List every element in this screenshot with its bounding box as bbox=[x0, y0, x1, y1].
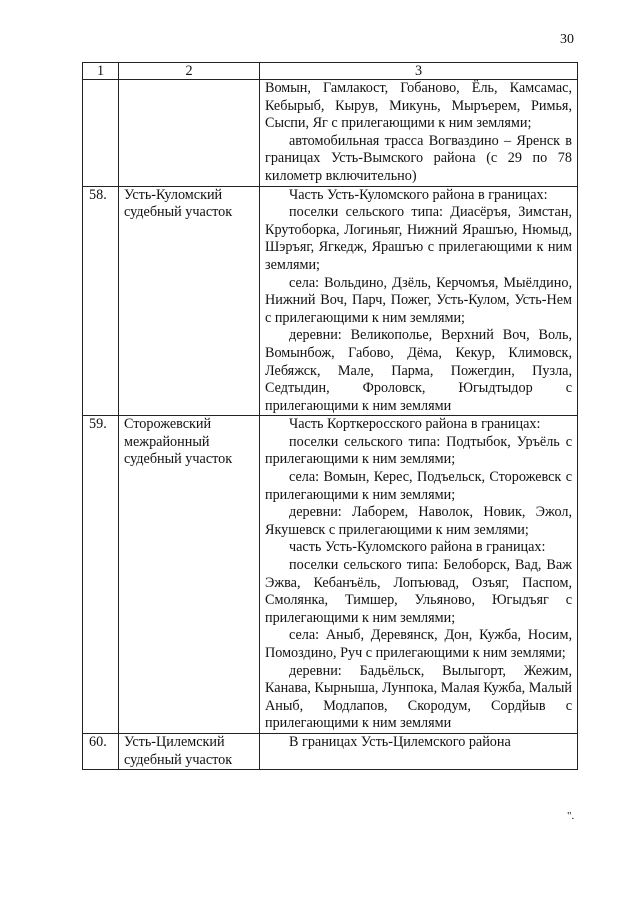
court-district-name: Усть-Цилемский судебный участок bbox=[119, 733, 260, 769]
territory-description bbox=[260, 186, 578, 416]
court-district-name: Усть-Куломский судебный участок bbox=[119, 186, 260, 416]
territory-paragraph: Вомын, Гамлакост, Гобаново, Ёль, Камсамас, Кебырыб, Кырув, Микунь, Мыръерем, Римья, Сыспи, Яг с прилегающими к ним землями; bbox=[265, 80, 572, 132]
column-header-3: 3 bbox=[260, 63, 578, 80]
territory-paragraph: деревни: Бадьёльск, Вылыгорт, Жежим, Канава, Кырныша, Лунпока, Малая Кужба, Малый Аныб, Модлапов, Скородум, Сордйыв с прилегающими к ним землями bbox=[265, 662, 572, 732]
column-header-2: 2 bbox=[119, 63, 260, 80]
territory-description bbox=[260, 416, 578, 734]
court-districts-table bbox=[82, 62, 578, 770]
territory-description bbox=[260, 733, 578, 769]
territory-paragraph: часть Усть-Куломского района в границах: bbox=[289, 539, 546, 556]
table-header-row bbox=[83, 63, 578, 80]
closing-quote-mark: ". bbox=[567, 810, 575, 822]
page-number: 30 bbox=[560, 32, 574, 47]
territory-description bbox=[260, 80, 578, 187]
territory-paragraph: автомобильная трасса Вогваздино – Яренск в границах Усть-Вымского района (с 29 по 78 километр включительно) bbox=[265, 132, 572, 184]
territory-paragraph: села: Аныб, Деревянск, Дон, Кужба, Носим, Помоздино, Руч с прилегающими к ним землями; bbox=[265, 627, 572, 661]
territory-paragraph: села: Вольдино, Дзёль, Керчомъя, Мыёлдино, Нижний Воч, Парч, Пожег, Усть-Кулом, Усть-Нем с прилегающими к ним землями; bbox=[265, 274, 572, 326]
table-row bbox=[83, 416, 578, 734]
territory-paragraph: села: Вомын, Керес, Подъельск, Сторожевск с прилегающими к ним землями; bbox=[265, 469, 572, 503]
table-row bbox=[83, 80, 578, 187]
row-number: 59. bbox=[83, 416, 119, 734]
territory-paragraph: Часть Усть-Куломского района в границах: bbox=[289, 186, 548, 203]
row-number: 58. bbox=[83, 186, 119, 416]
territory-paragraph: поселки сельского типа: Подтыбок, Уръёль с прилегающими к ним землями; bbox=[265, 433, 572, 468]
territory-paragraph: поселки сельского типа: Белоборск, Вад, Важ Эжва, Кебанъёль, Лопъювад, Озъяг, Паспом, Смолянка, Тимшер, Ульяново, Югыдъяг с прилегающими к ним землями; bbox=[265, 557, 572, 626]
territory-paragraph: Часть Корткеросского района в границах: bbox=[289, 416, 541, 433]
row-number bbox=[83, 80, 119, 187]
table-row bbox=[83, 733, 578, 769]
column-header-1: 1 bbox=[83, 63, 119, 80]
table-row bbox=[83, 186, 578, 416]
court-district-name bbox=[119, 80, 260, 187]
territory-paragraph: поселки сельского типа: Диасёръя, Зимстан, Крутоборка, Логиньяг, Нижний Ярашъю, Нюмыд, Шэръяг, Ягкедж, Ярашъю с прилегающими к ним землями; bbox=[265, 204, 572, 273]
row-number: 60. bbox=[83, 733, 119, 769]
territory-paragraph: деревни: Лаборем, Наволок, Новик, Эжол, Якушевск с прилегающими к ним землями; bbox=[265, 504, 572, 538]
territory-paragraph: В границах Усть-Цилемского района bbox=[289, 733, 511, 750]
court-district-name: Сторожевский межрайонный судебный участок bbox=[119, 416, 260, 734]
territory-paragraph: деревни: Великополье, Верхний Воч, Воль, Вомынбож, Габово, Дёма, Кекур, Климовск, Лебяжск, Мале, Парма, Пожегдин, Пузла, Седтыдин, Фроловск, Югыдтыдор с прилегающими к ним землями bbox=[265, 327, 572, 414]
